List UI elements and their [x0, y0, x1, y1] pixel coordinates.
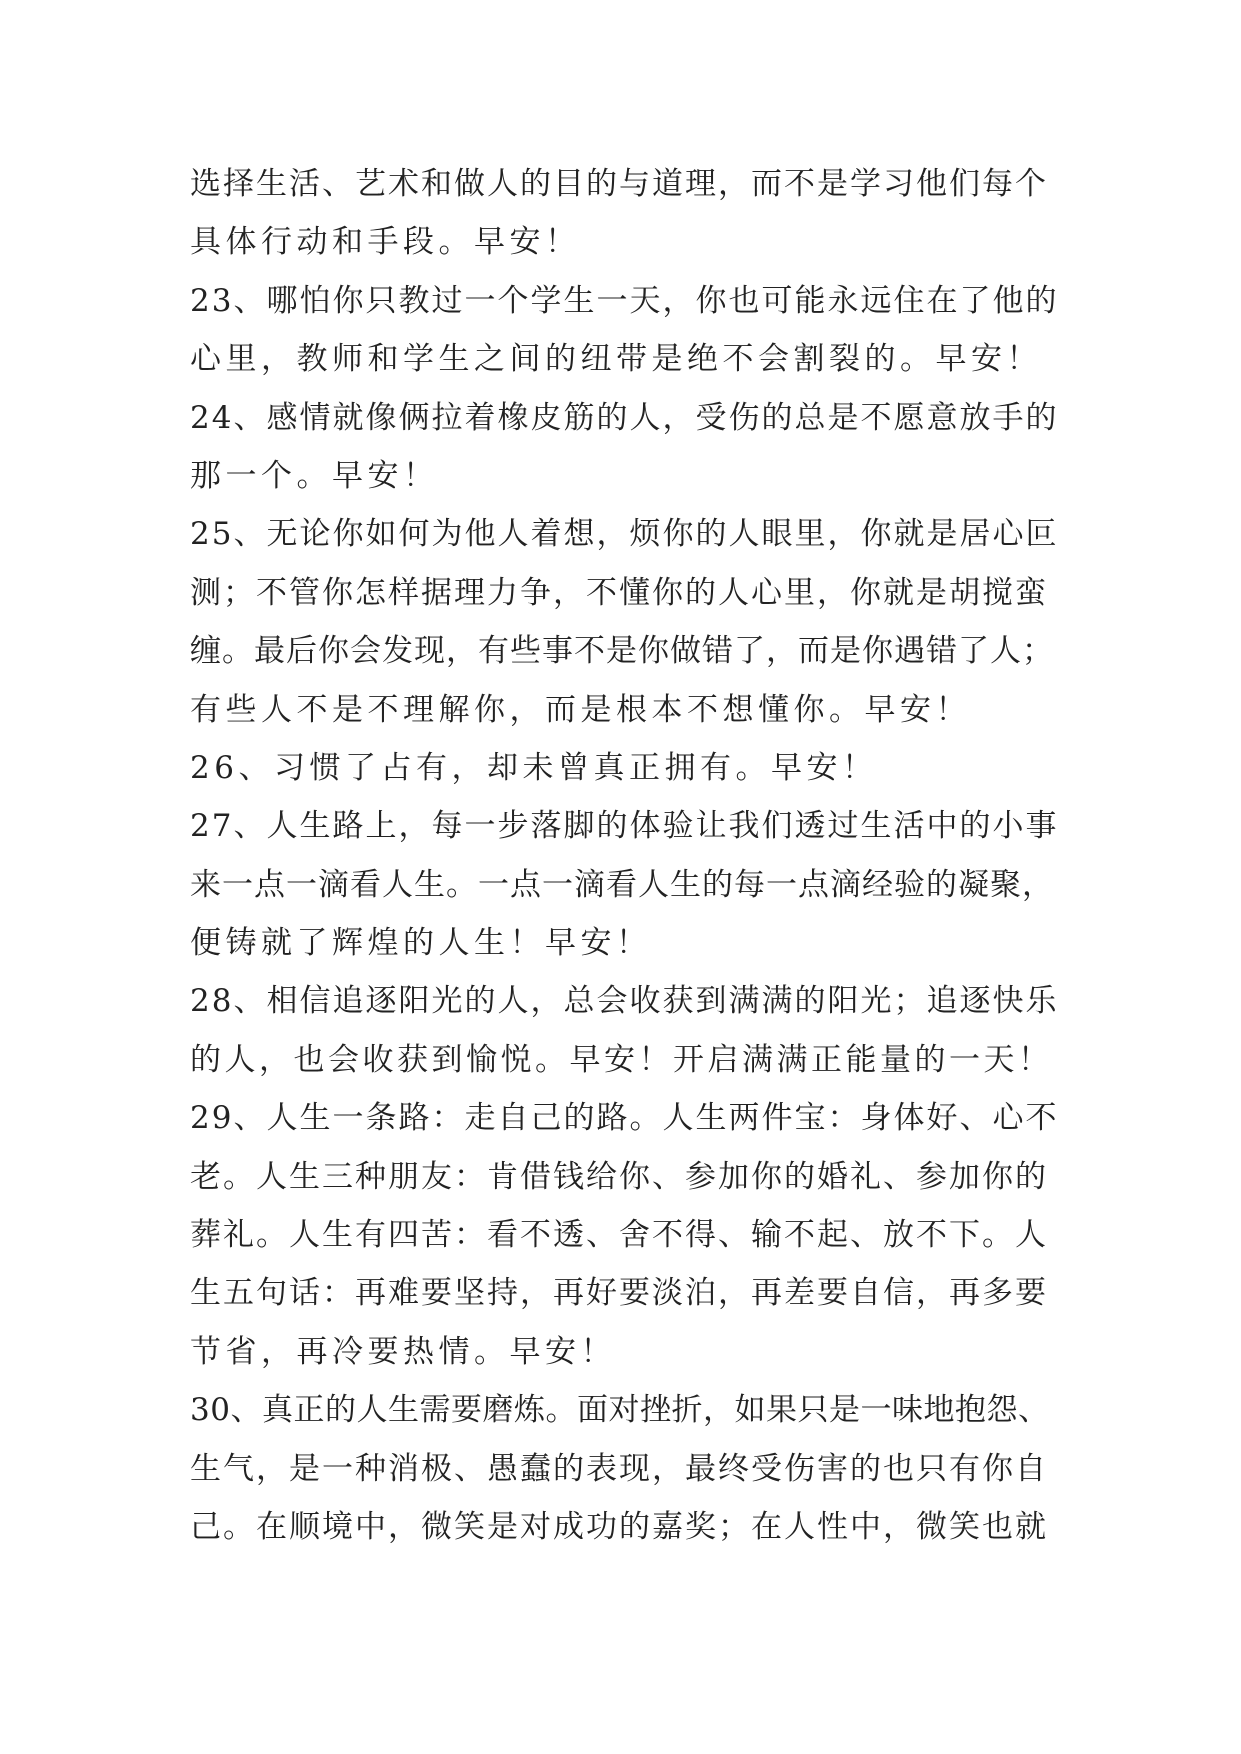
body-text [190, 155, 1060, 1556]
text-line: 23、哪怕你只教过一个学生一天，你也可能永远住在了他的 [190, 282, 1059, 319]
text-line: 那一个。早安！ [190, 457, 439, 494]
text-line: 28、相信追逐阳光的人，总会收获到满满的阳光；追逐快乐 [190, 983, 1059, 1020]
text-line: 测；不管你怎样据理力争，不懂你的人心里，你就是胡搅蛮 [190, 574, 1048, 611]
text-line: 老。人生三种朋友：肯借钱给你、参加你的婚礼、参加你的 [190, 1158, 1048, 1195]
text-line: 生五句话：再难要坚持，再好要淡泊，再差要自信，再多要 [190, 1275, 1048, 1312]
text-line: 节省，再冷要热情。早安！ [190, 1333, 616, 1370]
text-line: 便铸就了辉煌的人生！早安！ [190, 925, 652, 962]
text-line: 来一点一滴看人生。一点一滴看人生的每一点滴经验的凝聚， [190, 866, 1054, 903]
text-line: 缠。最后你会发现，有些事不是你做错了，而是你遇错了人； [190, 633, 1054, 670]
text-line: 的人，也会收获到愉悦。早安！开启满满正能量的一天！ [190, 1041, 1053, 1078]
text-line: 具体行动和手段。早安！ [190, 224, 581, 261]
text-line: 29、人生一条路：走自己的路。人生两件宝：身体好、心不 [190, 1100, 1059, 1137]
text-line: 有些人不是不理解你，而是根本不想懂你。早安！ [190, 691, 971, 728]
text-line: 己。在顺境中，微笑是对成功的嘉奖；在人性中，微笑也就 [190, 1508, 1048, 1545]
text-line: 24、感情就像俩拉着橡皮筋的人，受伤的总是不愿意放手的 [190, 399, 1059, 436]
text-line: 选择生活、艺术和做人的目的与道理，而不是学习他们每个 [190, 166, 1048, 202]
text-line: 30、真正的人生需要磨炼。面对挫折，如果只是一味地抱怨、 [190, 1392, 1050, 1429]
text-line: 心里，教师和学生之间的纽带是绝不会割裂的。早安！ [190, 341, 1042, 378]
text-line: 葬礼。人生有四苦：看不透、舍不得、输不起、放不下。人 [190, 1217, 1048, 1254]
text-line: 26、习惯了占有，却未曾真正拥有。早安！ [190, 749, 878, 786]
text-line: 生气，是一种消极、愚蠢的表现，最终受伤害的也只有你自 [190, 1450, 1048, 1487]
text-line: 25、无论你如何为他人着想，烦你的人眼里，你就是居心叵 [190, 516, 1059, 553]
text-line: 27、人生路上，每一步落脚的体验让我们透过生活中的小事 [190, 808, 1059, 845]
